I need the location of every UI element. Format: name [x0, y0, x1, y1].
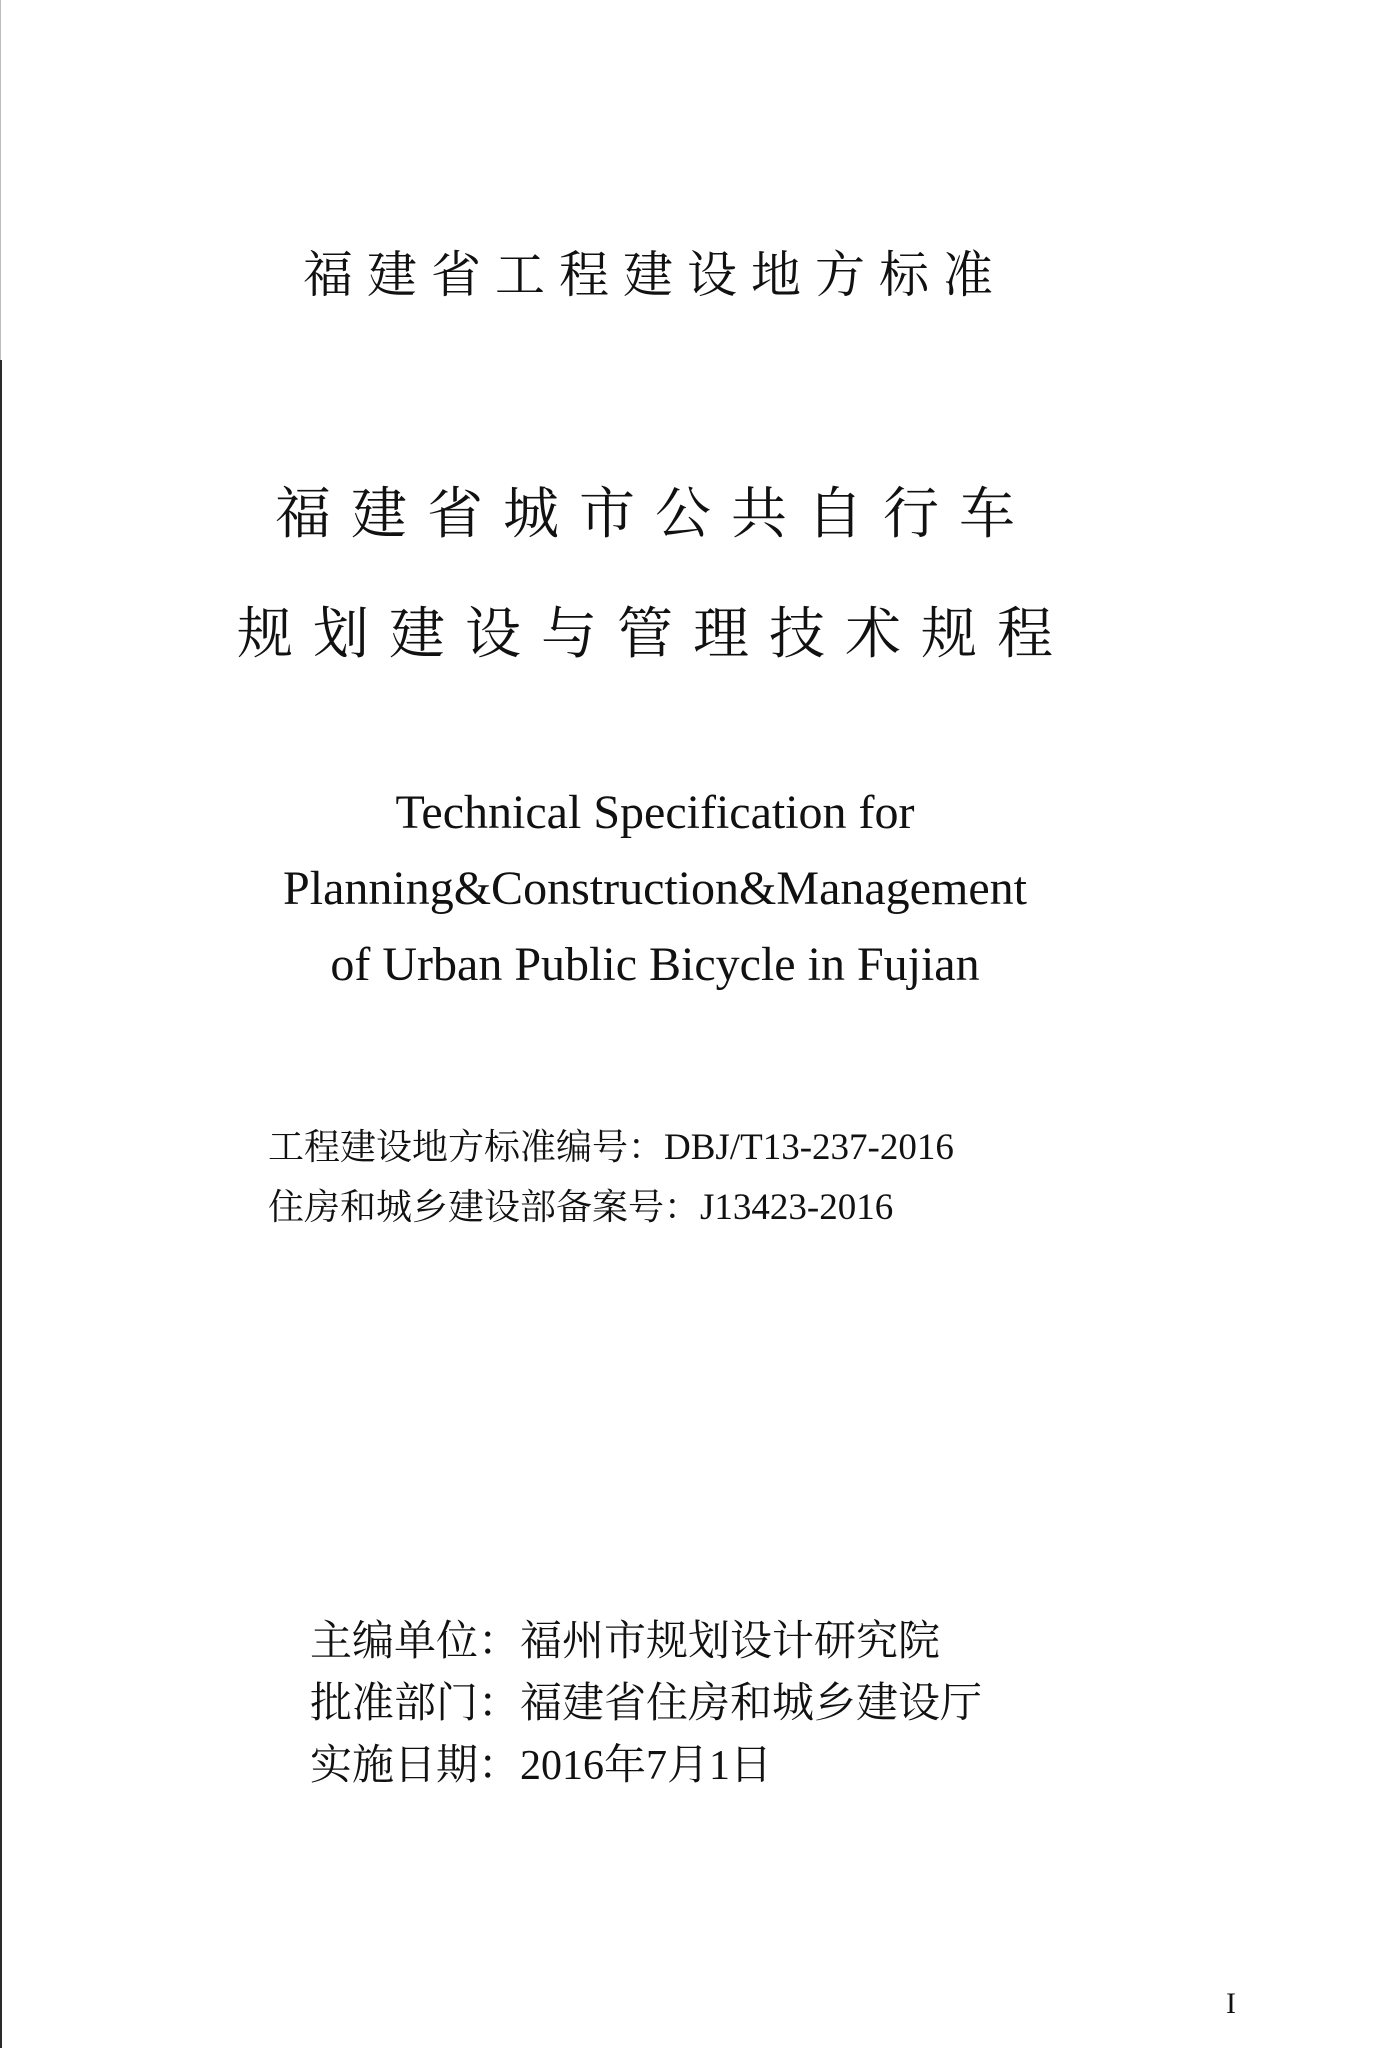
page-edge-shadow: [0, 0, 1, 360]
chinese-title-line-1: 福建省城市公共自行车: [275, 482, 1035, 547]
publication-info: [310, 1610, 982, 1797]
editor-label: 主编单位：: [310, 1616, 521, 1665]
date-label: 实施日期：: [310, 1740, 521, 1789]
standard-number-value: DBJ/T13-237-2016: [664, 1127, 954, 1168]
date-value: 2016年7月1日: [520, 1743, 773, 1789]
editor-row: [310, 1610, 982, 1672]
date-row: [310, 1734, 982, 1797]
page-number: I: [1226, 1987, 1236, 2020]
approver-value: 福建省住房和城乡建设厅: [520, 1678, 983, 1727]
series-title: 福建省工程建设地方标准: [303, 246, 1007, 304]
record-number-row: [268, 1178, 954, 1238]
approver-label: 批准部门：: [310, 1678, 521, 1727]
editor-value: 福州市规划设计研究院: [520, 1616, 941, 1665]
record-number-label: 住房和城乡建设部备案号：: [268, 1187, 701, 1228]
standard-codes: [268, 1118, 954, 1238]
english-title-line-2: Planning&Construction&Management: [283, 862, 1027, 915]
english-title-line-1: Technical Specification for: [395, 786, 915, 839]
english-title: [0, 775, 1310, 1003]
standard-number-label: 工程建设地方标准编号：: [268, 1127, 665, 1168]
standard-number-row: [268, 1118, 954, 1178]
record-number-value: J13423-2016: [700, 1187, 894, 1228]
approver-row: [310, 1672, 982, 1734]
chinese-title-line-2: 规划建设与管理技术规程: [237, 602, 1073, 667]
english-title-line-3: of Urban Public Bicycle in Fujian: [330, 938, 980, 991]
